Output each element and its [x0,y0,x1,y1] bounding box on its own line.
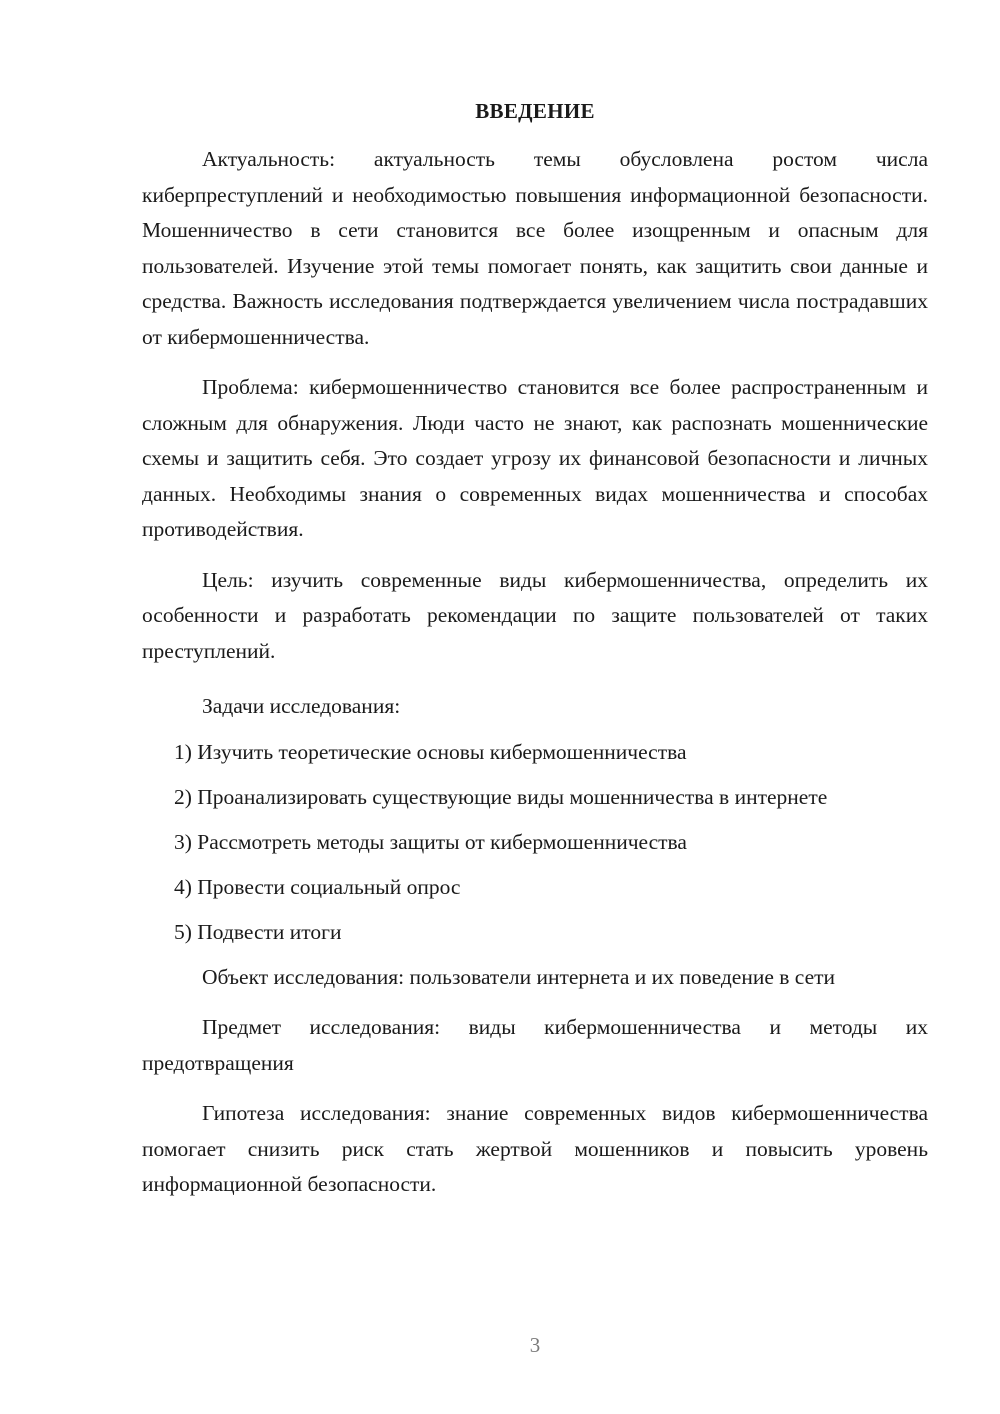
list-item: 5) Подвести итоги [174,919,342,944]
paragraph-tasks-title: Задачи исследования: [202,694,401,718]
page-number: 3 [529,1333,541,1357]
section-heading: ВВЕДЕНИЕ [475,99,595,123]
paragraph-problem: Проблема: кибермошенничество становится все более распространенным и сложным для обнаружения. Люди часто не знают, как распознать мошеннические схемы и защитить себя. Это создает угрозу их финансовой безопасности и личных данных. Необходимы знания о современных видах мошенничества и способах противодействия. [142,375,928,541]
list-item: 3) Рассмотреть методы защиты от кибермошенничества [174,829,687,854]
paragraph-hypothesis: Гипотеза исследования: знание современных видов кибермошенничества помогает снизить риск стать жертвой мошенников и повысить уровень информационной безопасности. [142,1101,928,1196]
list-item: 2) Проанализировать существующие виды мошенничества в интернете [174,784,828,809]
document-body [142,142,928,1203]
paragraph-relevance: Актуальность: актуальность темы обусловлена ростом числа киберпреступлений и необходимостью повышения информационной безопасности. Мошенничество в сети становится все более изощренным и опасным для пользователей. Изучение этой темы помогает понять, как защитить свои данные и средства. Важность исследования подтверждается увеличением числа пострадавших от кибермошенничества. [142,147,928,349]
list-item: 1) Изучить теоретические основы кибермошенничества [174,739,687,764]
list-item: 4) Провести социальный опрос [174,874,461,899]
paragraph-subject: Предмет исследования: виды кибермошенничества и методы их предотвращения [142,1015,928,1075]
paragraph-goal: Цель: изучить современные виды кибермошенничества, определить их особенности и разработать рекомендации по защите пользователей от таких преступлений. [142,567,928,663]
tasks-list [142,735,928,950]
paragraph-object: Объект исследования: пользователи интернета и их поведение в сети [202,964,836,989]
